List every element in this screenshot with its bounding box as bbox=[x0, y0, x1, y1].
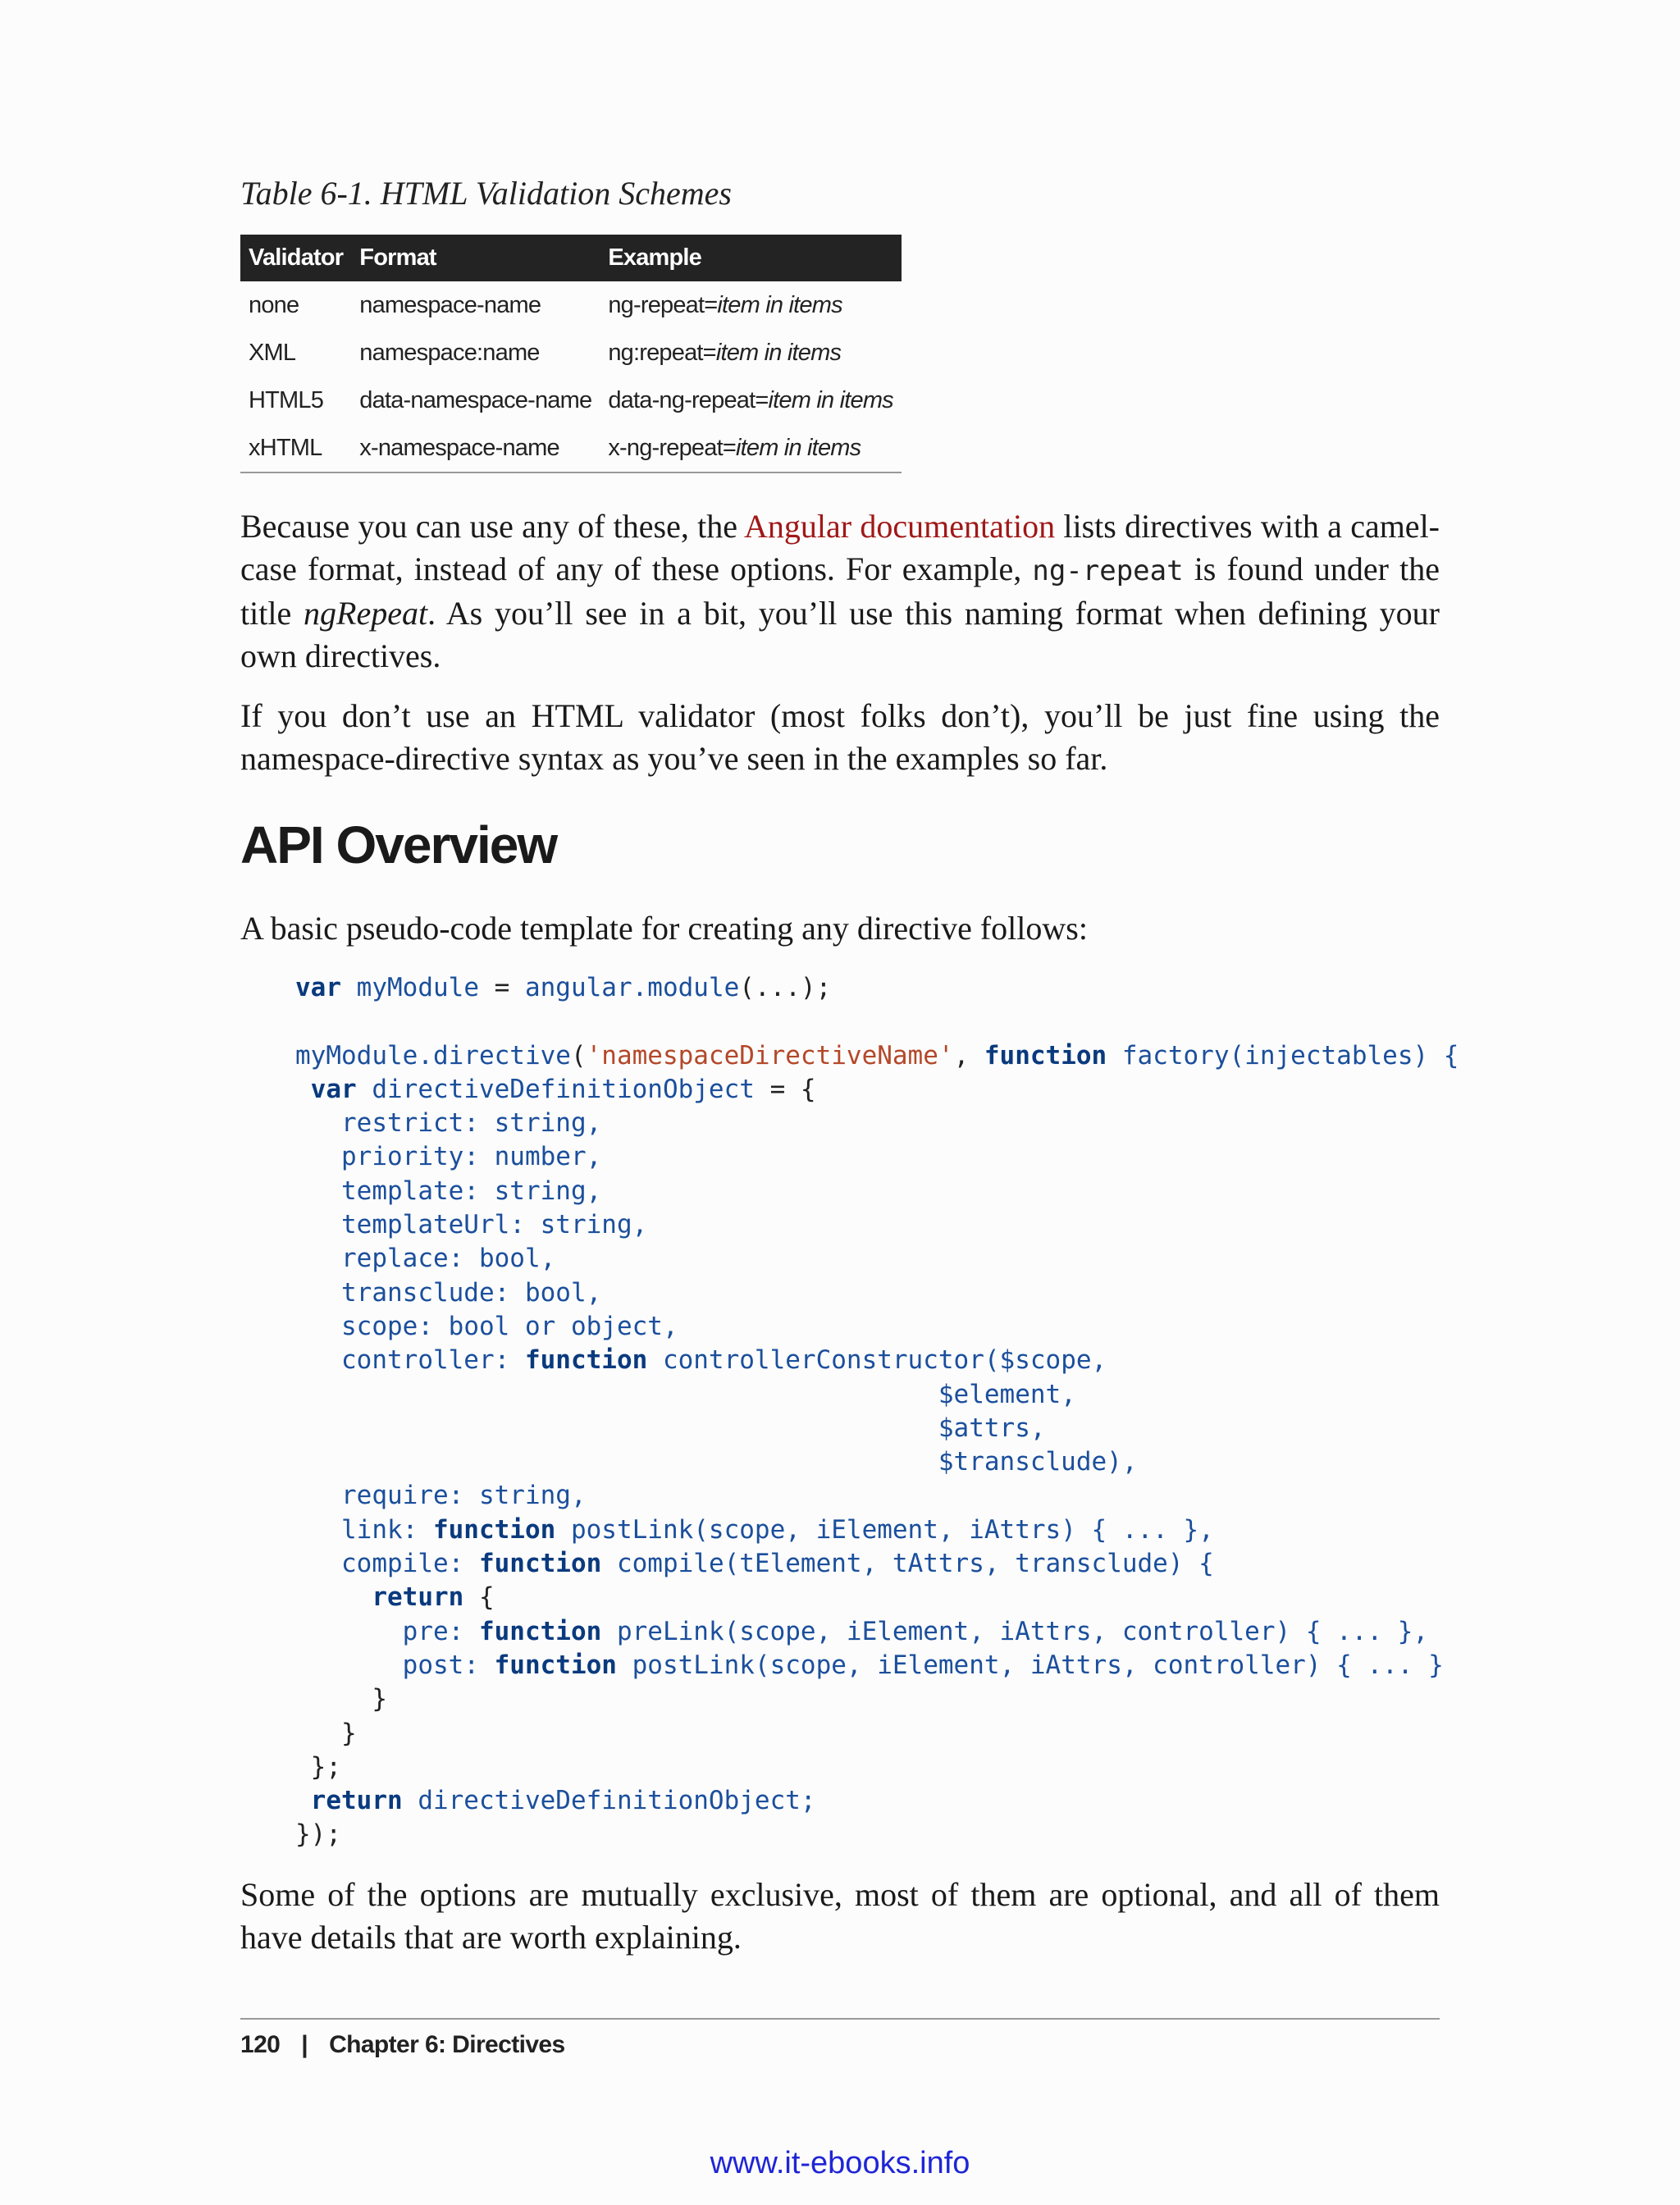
code-keyword: function bbox=[478, 1549, 602, 1579]
code-token: = bbox=[478, 973, 525, 1002]
code-token: : number, bbox=[463, 1142, 602, 1172]
code-token: : string, bbox=[463, 1176, 602, 1206]
code-token: } bbox=[341, 1718, 357, 1748]
code-token: : bbox=[402, 1514, 433, 1545]
example-prefix: data-ng-repeat= bbox=[608, 386, 769, 413]
table-row bbox=[240, 377, 902, 424]
watermark-link[interactable]: www.it-ebooks.info bbox=[710, 2146, 970, 2180]
cell-format: namespace-name bbox=[359, 291, 541, 318]
code-keyword: var bbox=[310, 1074, 357, 1104]
code-token: : bbox=[448, 1549, 479, 1579]
code-token: factory bbox=[1107, 1040, 1230, 1071]
code-token: scope bbox=[341, 1311, 418, 1341]
code-token: template bbox=[341, 1176, 464, 1206]
inline-code: ng-repeat bbox=[1032, 555, 1184, 587]
code-token: } bbox=[372, 1684, 387, 1714]
footer-separator: | bbox=[301, 2031, 308, 2058]
cell-example bbox=[600, 377, 902, 424]
code-token: controller bbox=[341, 1345, 495, 1376]
code-token: compile bbox=[341, 1549, 449, 1579]
code-token: = { bbox=[754, 1074, 816, 1104]
column-header-format: Format bbox=[351, 235, 600, 281]
paragraph-validator: If you don’t use an HTML validator (most folks don’t), you’ll be just fine using the namespace-directive syntax as you’ve seen in the examples so far. bbox=[240, 697, 1440, 777]
table-row bbox=[240, 329, 902, 377]
table-caption: Table 6-1. HTML Validation Schemes bbox=[240, 175, 732, 212]
footer-divider bbox=[240, 2018, 1440, 2020]
cell-validator: none bbox=[249, 291, 299, 318]
code-token: require bbox=[341, 1481, 449, 1511]
code-token: postLink(scope, iElement, iAttrs, controller) { ... } bbox=[616, 1650, 1444, 1680]
code-token: : bool or object, bbox=[418, 1311, 678, 1341]
code-token: : bbox=[494, 1345, 525, 1376]
paragraph-intro: A basic pseudo-code template for creating any directive follows: bbox=[240, 910, 1088, 947]
code-keyword: function bbox=[432, 1514, 556, 1545]
code-keyword: function bbox=[494, 1650, 617, 1680]
code-keyword: function bbox=[984, 1040, 1107, 1071]
code-token: : bool, bbox=[494, 1277, 602, 1308]
cell-validator: HTML5 bbox=[249, 386, 324, 413]
code-token: $element, bbox=[938, 1379, 1076, 1409]
code-token: replace bbox=[341, 1244, 449, 1274]
code-token: transclude bbox=[341, 1277, 495, 1308]
cell-format: x-namespace-name bbox=[351, 424, 600, 472]
code-string: 'namespaceDirectiveName' bbox=[586, 1040, 954, 1071]
column-header-example: Example bbox=[600, 235, 902, 281]
code-token: , bbox=[953, 1040, 984, 1071]
column-header-validator: Validator bbox=[240, 235, 351, 281]
page-footer bbox=[240, 2031, 565, 2059]
code-token: directiveDefinitionObject; bbox=[402, 1786, 816, 1816]
code-token: : string, bbox=[448, 1481, 587, 1511]
cell-example bbox=[600, 424, 902, 472]
table-header-row bbox=[240, 235, 902, 281]
code-token: compile(tElement, tAttrs, transclude) { bbox=[601, 1549, 1214, 1579]
code-keyword: return bbox=[310, 1786, 403, 1816]
paragraph-camel-case bbox=[240, 505, 1440, 678]
chapter-title: Chapter 6: Directives bbox=[329, 2031, 565, 2058]
example-prefix: ng-repeat= bbox=[608, 291, 718, 318]
section-heading: API Overview bbox=[240, 815, 557, 874]
code-token: pre bbox=[402, 1616, 449, 1646]
example-italic: item in items bbox=[715, 339, 842, 366]
validation-schemes-table bbox=[240, 235, 902, 473]
example-prefix: x-ng-repeat= bbox=[608, 434, 736, 461]
cell-validator: xHTML bbox=[240, 424, 351, 472]
code-keyword: var bbox=[295, 973, 341, 1002]
cell-example bbox=[600, 281, 902, 329]
code-block bbox=[295, 971, 1459, 1852]
code-token: : string, bbox=[509, 1210, 648, 1240]
code-token: myModule.directive bbox=[295, 1040, 571, 1071]
code-token: ($scope, bbox=[984, 1345, 1107, 1376]
example-italic: item in items bbox=[735, 434, 861, 461]
cell-format: data-namespace-name bbox=[359, 386, 592, 413]
code-token: (injectables) { bbox=[1229, 1040, 1459, 1071]
code-token: templateUrl bbox=[341, 1210, 510, 1240]
text-run: Because you can use any of these, the bbox=[240, 508, 745, 545]
code-keyword: function bbox=[478, 1616, 602, 1646]
code-token: : string, bbox=[463, 1108, 602, 1139]
code-token: : bbox=[463, 1650, 495, 1680]
table-row bbox=[240, 424, 902, 472]
code-token: link bbox=[341, 1514, 403, 1545]
text-run: lists directives with a camel-case format, instead of any of these options. For example, bbox=[240, 508, 1440, 587]
cell-format: namespace:name bbox=[359, 339, 540, 366]
code-token: (...); bbox=[739, 973, 832, 1002]
code-token: $transclude), bbox=[938, 1447, 1138, 1477]
code-token: restrict bbox=[341, 1108, 464, 1139]
code-token: directiveDefinitionObject bbox=[356, 1074, 755, 1104]
code-token: : bool, bbox=[448, 1244, 556, 1274]
code-token: postLink(scope, iElement, iAttrs) { ... }, bbox=[555, 1514, 1214, 1545]
code-token: }); bbox=[295, 1819, 341, 1850]
code-token: ( bbox=[570, 1040, 587, 1071]
example-prefix: ng:repeat= bbox=[608, 339, 716, 366]
example-italic: item in items bbox=[717, 291, 842, 318]
code-keyword: function bbox=[524, 1345, 648, 1376]
code-token: }; bbox=[310, 1751, 341, 1782]
cell-example bbox=[600, 329, 902, 377]
code-token: : bbox=[448, 1616, 479, 1646]
code-keyword: return bbox=[372, 1582, 464, 1613]
code-token: { bbox=[463, 1582, 495, 1613]
cell-validator: XML bbox=[249, 339, 296, 366]
table-row bbox=[240, 281, 902, 329]
code-token: post bbox=[402, 1650, 464, 1680]
code-token: myModule bbox=[356, 973, 479, 1002]
code-token: priority bbox=[341, 1142, 464, 1172]
angular-documentation-link[interactable]: Angular documentation bbox=[744, 508, 1056, 545]
code-token: preLink(scope, iElement, iAttrs, controller) { ... }, bbox=[601, 1616, 1429, 1646]
example-italic: item in items bbox=[768, 386, 893, 413]
code-token: angular.module bbox=[524, 973, 740, 1002]
code-token: $attrs, bbox=[938, 1413, 1046, 1443]
code-token: controllerConstructor bbox=[647, 1345, 984, 1376]
text-run: . As you’ll see in a bit, you’ll use this naming format when defining your own directives. bbox=[240, 595, 1440, 674]
italic-term: ngRepeat bbox=[304, 595, 428, 632]
paragraph-options: Some of the options are mutually exclusive, most of them are optional, and all of them have details that are worth explaining. bbox=[240, 1876, 1440, 1956]
text-run: is found under the title bbox=[240, 550, 1440, 632]
page-number: 120 bbox=[240, 2031, 281, 2058]
